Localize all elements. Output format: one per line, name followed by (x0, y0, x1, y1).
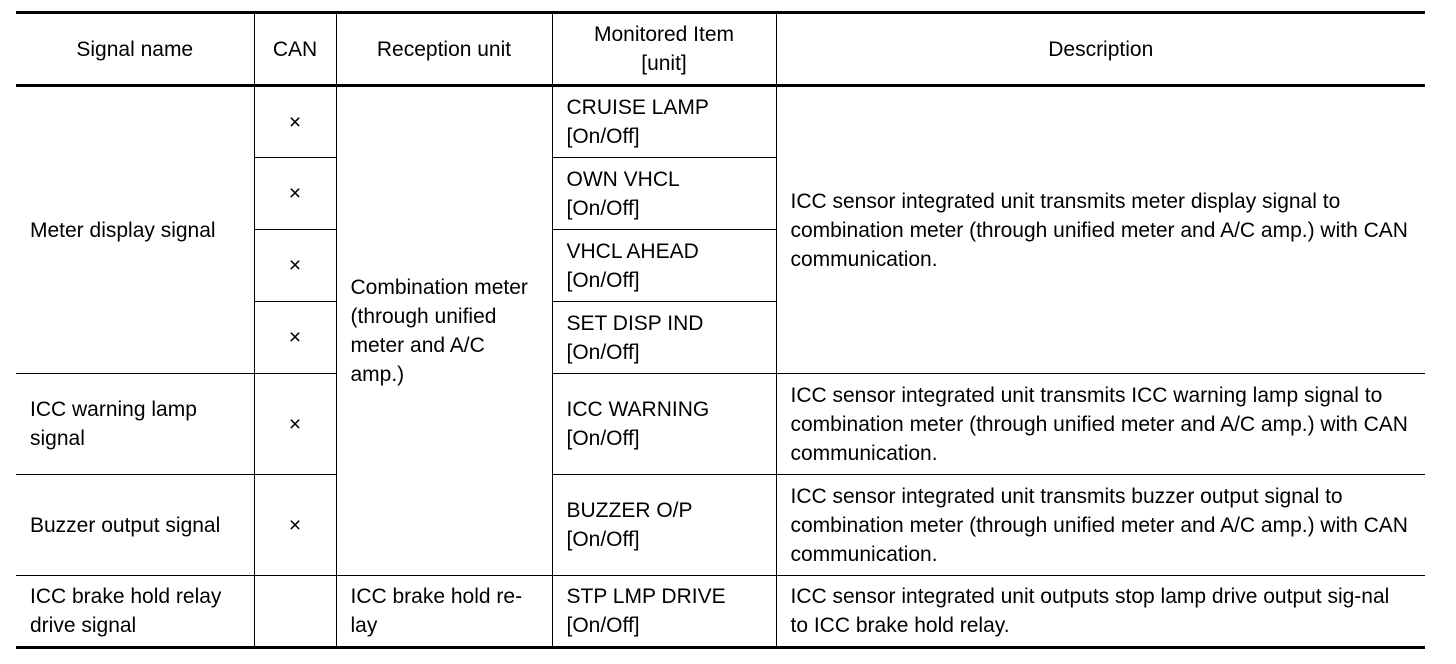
monitored-item (552, 374, 776, 475)
description-icc-warning: ICC sensor integrated unit transmits ICC warning lamp signal to combination meter (through unified meter and A/C amp.) with CAN communication. (776, 374, 1425, 475)
monitored-item-name: STP LMP DRIVE (566, 585, 726, 608)
monitored-item (552, 475, 776, 576)
header-signal-name: Signal name (16, 13, 254, 86)
can-mark: × (254, 86, 336, 158)
table-row (16, 86, 1425, 158)
signal-meter-display: Meter display signal (16, 86, 254, 374)
can-mark: × (254, 230, 336, 302)
monitored-item-unit: [On/Off] (566, 528, 640, 551)
reception-brake-hold-relay: ICC brake hold re-lay (336, 576, 552, 648)
header-can: CAN (254, 13, 336, 86)
monitored-item-name: BUZZER O/P (566, 499, 693, 522)
monitored-item (552, 86, 776, 158)
monitored-item (552, 302, 776, 374)
can-mark: × (254, 475, 336, 576)
monitored-item (552, 158, 776, 230)
monitored-item (552, 576, 776, 648)
monitored-item-name: SET DISP IND (566, 311, 704, 335)
header-monitored-item-unit: [unit] (641, 52, 687, 75)
table-row (16, 475, 1425, 576)
table-row (16, 374, 1425, 475)
monitored-item-unit: [On/Off] (566, 268, 640, 292)
can-mark: × (254, 158, 336, 230)
monitored-item-unit: [On/Off] (566, 614, 640, 637)
monitored-item-unit: [On/Off] (566, 340, 640, 364)
header-monitored-item (552, 13, 776, 86)
description-meter-display: ICC sensor integrated unit transmits meter display signal to combination meter (through unified meter and A/C amp.) with CAN communication. (776, 86, 1425, 374)
monitored-item-name: ICC WARNING (566, 398, 710, 421)
header-description: Description (776, 13, 1425, 86)
header-row (16, 13, 1425, 86)
signal-icc-warning: ICC warning lamp signal (16, 374, 254, 475)
signal-table (16, 11, 1425, 649)
monitored-item-unit: [On/Off] (566, 196, 640, 220)
description-buzzer: ICC sensor integrated unit transmits buzzer output signal to combination meter (through unified meter and A/C amp.) with CAN communication. (776, 475, 1425, 576)
header-reception-unit: Reception unit (336, 13, 552, 86)
signal-brake-hold: ICC brake hold relay drive signal (16, 576, 254, 648)
description-brake-hold: ICC sensor integrated unit outputs stop lamp drive output sig-nal to ICC brake hold relay. (776, 576, 1425, 648)
header-monitored-item-label: Monitored Item (593, 23, 735, 46)
monitored-item-name: VHCL AHEAD (566, 239, 699, 263)
monitored-item-unit: [On/Off] (566, 125, 640, 148)
table-row (16, 576, 1425, 648)
monitored-item-name: CRUISE LAMP (566, 96, 709, 119)
can-mark (254, 576, 336, 648)
monitored-item (552, 230, 776, 302)
monitored-item-unit: [On/Off] (566, 427, 640, 450)
can-mark: × (254, 374, 336, 475)
monitored-item-name: OWN VHCL (566, 167, 680, 191)
can-mark: × (254, 302, 336, 374)
signal-buzzer-output: Buzzer output signal (16, 475, 254, 576)
reception-combination-meter: Combination meter (through unified meter and A/C amp.) (336, 86, 552, 576)
